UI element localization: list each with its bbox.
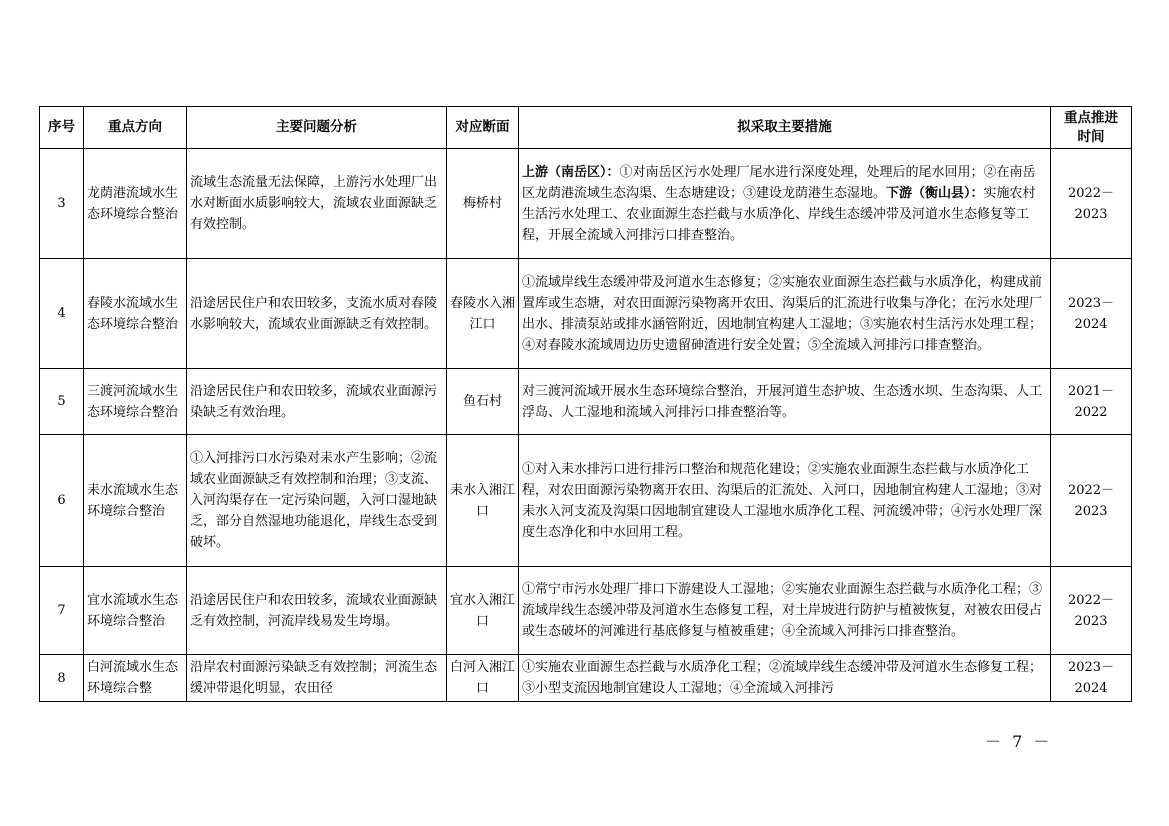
row-section: 白河入湘江口 [447,655,519,702]
header-time-line2: 时间 [1077,128,1105,145]
row-time [1051,149,1132,259]
table-header-row [40,107,1132,149]
row-problem: 沿岸农村面源污染缺乏有效控制；河流生态缓冲带退化明显，农田径 [187,655,447,702]
row-time-start: 2022－ [1067,185,1115,201]
measures-label-upstream: 上游（南岳区）： [522,164,620,180]
header-index: 序号 [40,107,84,149]
row-focus: 龙荫港流域水生态环境综合整治 [84,149,187,259]
row-focus: 宜水流域水生态环境综合整治 [84,567,187,655]
header-problem: 主要问题分析 [187,107,447,149]
row-section: 梅桥村 [447,149,519,259]
row-focus: 三渡河流域水生态环境综合整治 [84,369,187,435]
row-measures: 对三渡河流域开展水生态环境综合整治，开展河道生态护坡、生态透水坝、生态沟渠、人工浮岛、人工湿地和流域入河排污口排查整治等。 [519,369,1051,435]
row-measures: ①对入耒水排污口进行排污口整治和规范化建设；②实施农业面源生态拦截与水质净化工程，对农田面源污染物离开农田、沟渠后的汇流处、入河口，因地制宜构建人工湿地；③对耒水入河支流及沟渠口因地制宜建设人工湿地水质净化工程、河流缓冲带；④污水处理厂深度生态净化和中水回用工程。 [519,435,1051,567]
row-time-start: 2023－ [1067,660,1115,675]
row-problem: 沿途居民住户和农田较多，流域农业面源缺乏有效控制，河流岸线易发生垮塌。 [187,567,447,655]
measures-text-downstream: 实施农村生活污水处理工、农业面源生态拦截与水质净化、岸线生态缓冲带及河道水生态修复等工程，开展全流域入河排污口排查整治。 [522,185,1036,243]
table-row [40,655,1132,702]
header-section: 对应断面 [447,107,519,149]
row-measures: ①实施农业面源生态拦截与水质净化工程；②流域岸线生态缓冲带及河道水生态修复工程；③小型支流因地制宜建设人工湿地；④全流域入河排污 [519,655,1051,702]
header-time [1051,107,1132,149]
row-time-start: 2022－ [1067,592,1115,608]
table-row [40,369,1132,435]
row-time [1051,435,1132,567]
row-problem: 沿途居民住户和农田较多，支流水质对春陵水影响较大，流域农业面源缺乏有效控制。 [187,259,447,369]
header-time-line1: 重点推进 [1064,109,1118,126]
row-index: 8 [40,655,84,702]
row-index: 7 [40,567,84,655]
row-problem: ①入河排污口水污染对耒水产生影响；②流域农业面源缺乏有效控制和治理；③支流、入河沟渠存在一定污染问题，入河口湿地缺乏，部分自然湿地功能退化，岸线生态受到破坏。 [187,435,447,567]
table-row [40,435,1132,567]
row-time-start: 2021－ [1067,383,1115,399]
table-row [40,149,1132,259]
measures-table [39,106,1132,702]
row-time [1051,259,1132,369]
measures-text-upstream: ①对南岳区污水处理厂尾水进行深度处理，处理后的尾水回用；②在南岳区龙荫港流域生态沟渠、生态塘建设；③建设龙荫港生态湿地。 [522,164,1036,201]
row-time-end: 2024 [1074,316,1108,332]
row-focus: 春陵水流域水生态环境综合整治 [84,259,187,369]
row-time-end: 2023 [1074,206,1108,222]
row-time-end: 2024 [1074,681,1108,696]
row-time-start: 2023－ [1067,295,1115,311]
header-measures: 拟采取主要措施 [519,107,1051,149]
row-time [1051,655,1132,702]
row-time-end: 2022 [1074,404,1108,420]
row-index: 6 [40,435,84,567]
row-time-end: 2023 [1074,503,1108,519]
row-section: 鱼石村 [447,369,519,435]
table-row [40,567,1132,655]
row-focus: 白河流域水生态环境综合整 [84,655,187,702]
measures-label-downstream: 下游（衡山县）： [886,185,984,201]
row-measures [519,149,1051,259]
table-row [40,259,1132,369]
row-section: 春陵水入湘江口 [447,259,519,369]
header-focus: 重点方向 [84,107,187,149]
row-index: 3 [40,149,84,259]
row-index: 4 [40,259,84,369]
row-measures: ①流域岸线生态缓冲带及河道水生态修复；②实施农业面源生态拦截与水质净化，构建成前置库或生态塘，对农田面源污染物离开农田、沟渠后的汇流进行收集与净化；在污水处理厂出水、排渍泵站或排水涵管附近，因地制宜构建人工湿地；③实施农村生活污水处理工程；④对春陵水流域周边历史遗留砷渣进行安全处置；⑤全流域入河排污口排查整治。 [519,259,1051,369]
row-problem: 流域生态流量无法保障，上游污水处理厂出水对断面水质影响较大，流域农业面源缺乏有效控制。 [187,149,447,259]
row-problem: 沿途居民住户和农田较多，流域农业面源污染缺乏有效治理。 [187,369,447,435]
row-index: 5 [40,369,84,435]
row-time [1051,567,1132,655]
row-time [1051,369,1132,435]
row-time-end: 2023 [1074,613,1108,629]
row-time-start: 2022－ [1067,482,1115,498]
page-number: － 7 － [985,732,1053,751]
row-focus: 耒水流域水生态环境综合整治 [84,435,187,567]
row-section: 宜水入湘江口 [447,567,519,655]
row-measures: ①常宁市污水处理厂排口下游建设人工湿地；②实施农业面源生态拦截与水质净化工程；③流域岸线生态缓冲带及河道水生态修复工程，对土岸坡进行防护与植被恢复，对被农田侵占或生态破坏的河滩进行基底修复与植被重建；④全流域入河排污口排查整治。 [519,567,1051,655]
row-section: 耒水入湘江口 [447,435,519,567]
